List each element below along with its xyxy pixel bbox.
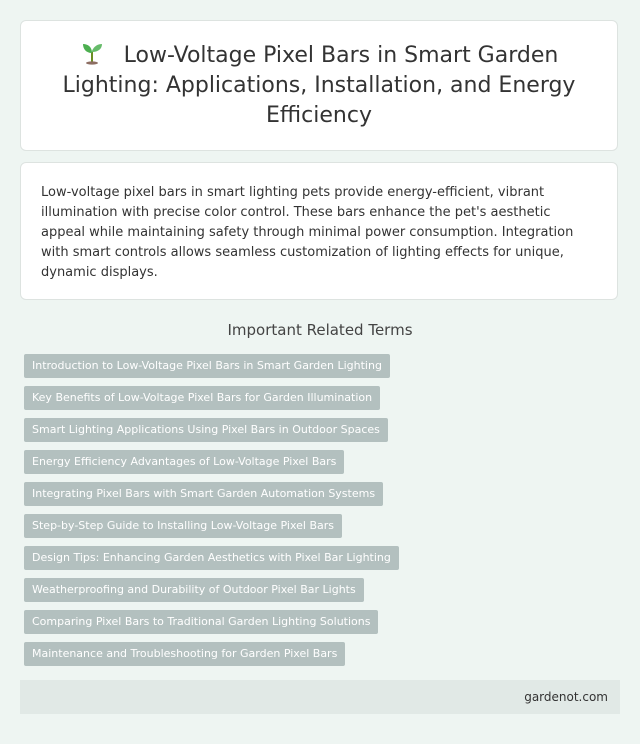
- list-item: [24, 610, 399, 634]
- sprout-icon: [80, 41, 104, 65]
- list-item: [24, 386, 399, 410]
- related-term-link[interactable]: Maintenance and Troubleshooting for Garden Pixel Bars: [24, 642, 345, 666]
- footer: [20, 680, 620, 714]
- list-item: [24, 482, 399, 506]
- list-item: [24, 450, 399, 474]
- related-term-link[interactable]: Weatherproofing and Durability of Outdoor Pixel Bar Lights: [24, 578, 364, 602]
- related-term-link[interactable]: Energy Efficiency Advantages of Low-Voltage Pixel Bars: [24, 450, 344, 474]
- related-term-link[interactable]: Integrating Pixel Bars with Smart Garden Automation Systems: [24, 482, 383, 506]
- list-item: [24, 546, 399, 570]
- summary-text: Low-voltage pixel bars in smart lighting pets provide energy-efficient, vibrant illumination with precise color control. These bars enhance the pet's aesthetic appeal while maintaining safety through minimal power consumption. Integration with smart controls allows seamless customization of lighting effects for unique, dynamic displays.: [41, 185, 574, 280]
- list-item: [24, 418, 399, 442]
- title-card: [20, 20, 618, 151]
- related-terms-list: [24, 354, 399, 674]
- related-term-link[interactable]: Step-by-Step Guide to Installing Low-Voltage Pixel Bars: [24, 514, 342, 538]
- summary-card: [20, 162, 618, 300]
- related-term-link[interactable]: Comparing Pixel Bars to Traditional Garden Lighting Solutions: [24, 610, 378, 634]
- related-term-link[interactable]: Smart Lighting Applications Using Pixel Bars in Outdoor Spaces: [24, 418, 388, 442]
- related-terms-heading: Important Related Terms: [227, 321, 413, 339]
- list-item: [24, 578, 399, 602]
- page-title: [51, 41, 587, 131]
- list-item: [24, 514, 399, 538]
- list-item: [24, 642, 399, 666]
- footer-site-link[interactable]: gardenot.com: [524, 690, 608, 704]
- related-term-link[interactable]: Introduction to Low-Voltage Pixel Bars in Smart Garden Lighting: [24, 354, 390, 378]
- title-text: Low-Voltage Pixel Bars in Smart Garden Lighting: Applications, Installation, and Energy Efficiency: [62, 42, 576, 128]
- related-term-link[interactable]: Key Benefits of Low-Voltage Pixel Bars for Garden Illumination: [24, 386, 380, 410]
- list-item: [24, 354, 399, 378]
- related-term-link[interactable]: Design Tips: Enhancing Garden Aesthetics with Pixel Bar Lighting: [24, 546, 399, 570]
